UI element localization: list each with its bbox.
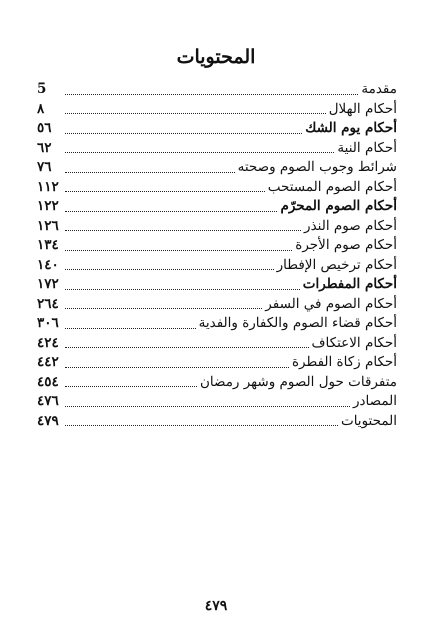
toc-entry-label: أحكام صوم الأجرة [295,237,397,253]
toc-entry-page-number: ٣٠٦ [37,315,59,331]
toc-entry-page-number: ٦٢ [37,139,52,156]
toc-entry-page-number: ١٢٦ [37,217,59,234]
toc-entry [37,412,397,432]
toc-entry [37,353,397,373]
toc-entry-label: أحكام صوم النذر [304,217,397,234]
toc-entry [37,256,397,276]
toc-entry [37,178,397,198]
dot-leader [65,211,277,212]
toc-entry-page-number: ١٤٠ [37,256,59,273]
toc-entry [37,334,397,354]
toc-entry [37,373,397,393]
dot-leader [65,133,302,134]
toc-entry-page-number: ٤٧٩ [37,412,59,429]
dot-leader [65,367,289,368]
dot-leader [65,230,301,231]
toc-entry-page-number: ٤٧٦ [37,393,59,409]
toc-entry [37,275,397,295]
dot-leader [65,94,358,95]
dot-leader [65,289,300,290]
dot-leader [65,152,334,153]
toc-entry-label: أحكام يوم الشك [305,120,397,136]
toc-entry-page-number: 5 [37,81,47,97]
toc-entry-page-number: ١٧٢ [37,276,59,292]
toc-entry-label: متفرقات حول الصوم وشهر رمضان [199,373,397,390]
dot-leader [65,328,196,329]
toc-entry-label: أحكام المفطرات [302,276,397,292]
toc-entry [37,100,397,120]
toc-entry [37,80,397,100]
toc-entry-label: مقدمة [361,81,397,97]
toc-entry-label: أحكام الصوم المستحب [267,178,397,195]
toc-entry-page-number: ٧٦ [37,159,52,175]
toc-entry [37,197,397,217]
toc-entry-label: أحكام الصوم المحرّم [280,198,397,214]
table-of-contents [37,80,397,431]
toc-entry-label: المحتويات [340,412,397,429]
dot-leader [65,386,197,387]
toc-entry [37,119,397,139]
dot-leader [65,425,338,426]
toc-entry-label: أحكام قضاء الصوم والكفارة والفدية [198,315,397,331]
toc-entry-page-number: ٤٤٢ [37,354,59,370]
toc-entry-label: المصادر [352,393,397,409]
toc-entry-page-number: ٤٥٤ [37,373,59,390]
dot-leader [65,269,274,270]
toc-entry [37,314,397,334]
toc-entry-label: شرائط وجوب الصوم وصحته [237,159,397,175]
toc-entry [37,295,397,315]
page-title: المحتويات [176,46,256,68]
toc-entry-label: أحكام الاعتكاف [311,334,397,351]
toc-entry [37,139,397,159]
toc-entry-page-number: ١٢٢ [37,198,59,214]
dot-leader [65,406,350,407]
toc-entry [37,392,397,412]
toc-entry-page-number: ٨ [37,100,45,117]
toc-entry [37,217,397,237]
toc-entry-page-number: ٢٦٤ [37,295,59,312]
dot-leader [65,250,292,251]
dot-leader [65,172,235,173]
toc-entry-page-number: ١١٢ [37,178,59,195]
toc-entry [37,158,397,178]
toc-entry-page-number: ٤٢٤ [37,334,59,351]
toc-entry-label: أحكام الهلال [328,100,397,117]
dot-leader [65,113,326,114]
toc-entry-page-number: ١٣٤ [37,237,59,253]
toc-entry-label: أحكام النية [337,139,397,156]
toc-entry-label: أحكام زكاة الفطرة [291,354,397,370]
dot-leader [65,191,265,192]
dot-leader [65,347,309,348]
toc-entry [37,236,397,256]
page-number: ٤٧٩ [204,598,228,614]
toc-entry-page-number: ٥٦ [37,120,52,136]
toc-entry-label: أحكام الصوم في السفر [265,295,397,312]
toc-entry-label: أحكام ترخيص الإفطار [276,256,397,273]
dot-leader [65,308,262,309]
